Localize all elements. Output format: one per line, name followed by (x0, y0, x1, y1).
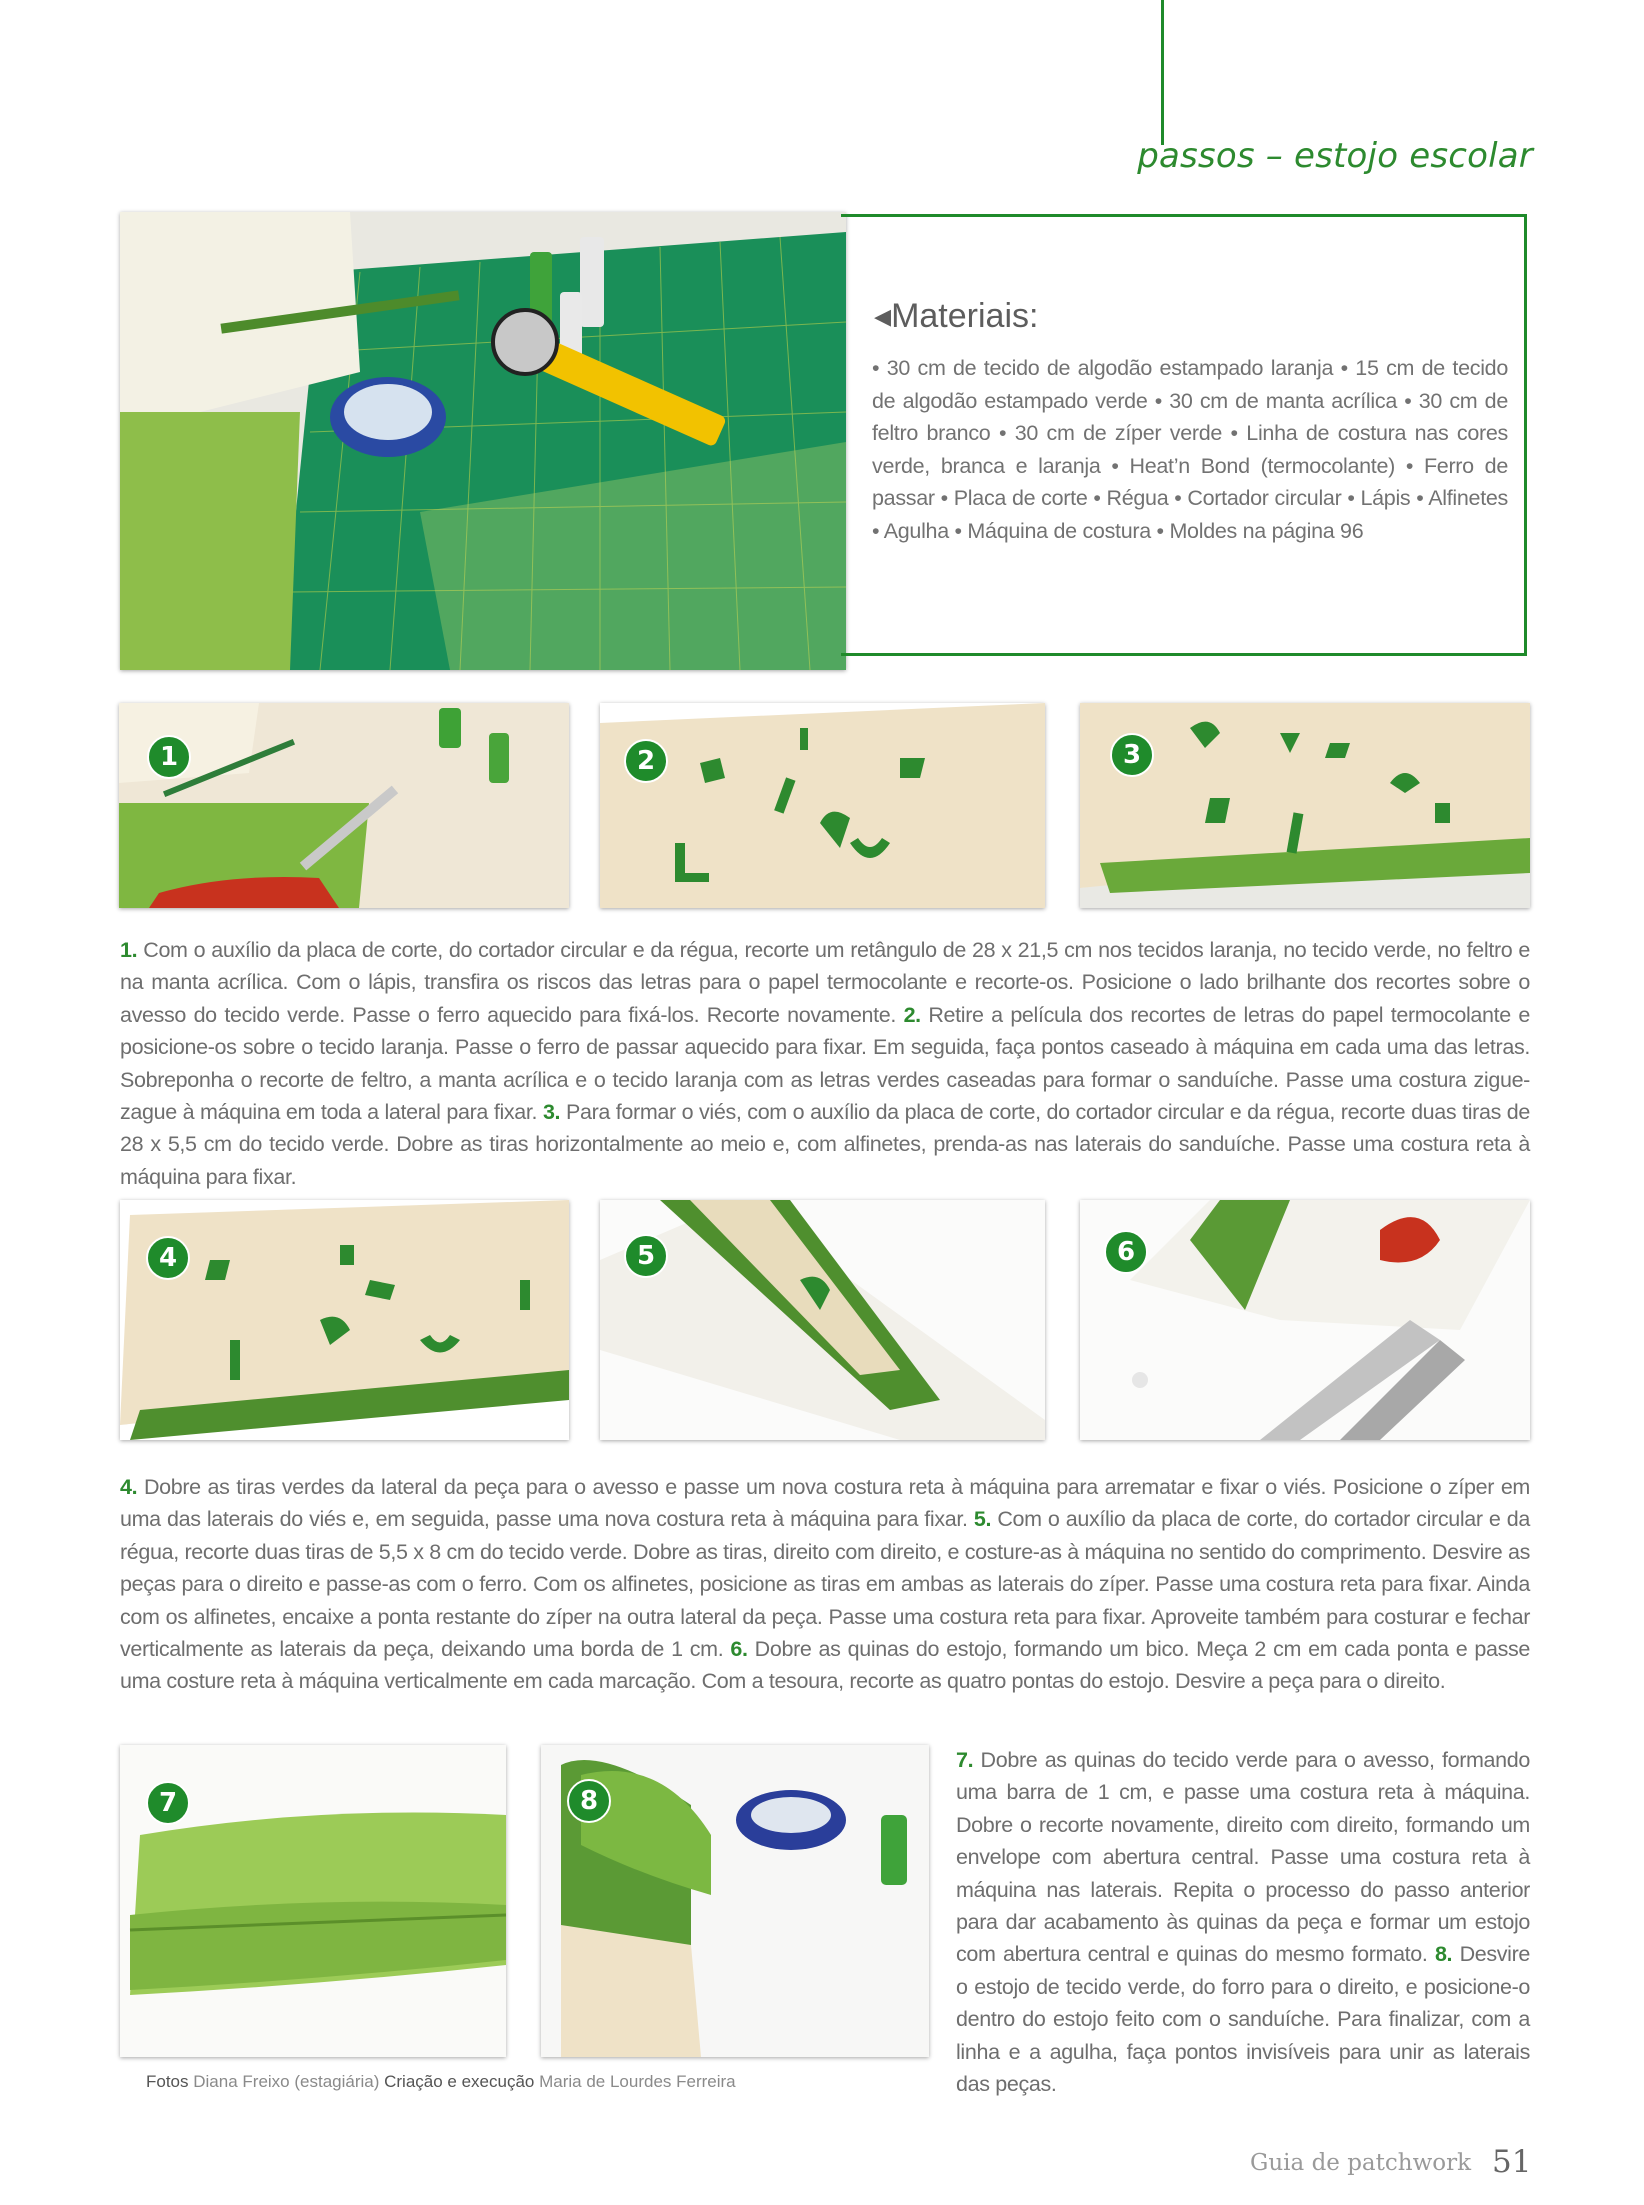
photo-credits (146, 2072, 736, 2092)
step-photo-5 (600, 1200, 1045, 1440)
step-photo-4 (120, 1200, 569, 1440)
step-text-2: Retire a película dos recortes de letras do papel termocolante e posicione-os sobre o tecido laranja. Passe o ferro de passar aquecido para fixar. Em seguida, faça pontos caseado à máquina em cada uma das letras. Sobreponha o recorte de feltro, a manta acrílica e o tecido laranja com as letras verdes caseadas para formar o sanduíche. Passe uma costura zigue-zague à máquina em toda a lateral para fixar. (120, 1002, 1530, 1125)
photos-name: Diana Freixo (estagiária) (188, 2072, 385, 2091)
step-number-7: 7. (956, 1748, 974, 1772)
step-badge-7: 7 (146, 1781, 190, 1825)
step-text-8: Desvire o estojo de tecido verde, do forro para o direito, e posicione-o dentro do estojo feito com o sanduíche. Para finalizar, com a linha e a agulha, faça pontos invisíveis para unir as laterais das peças. (956, 1942, 1530, 2097)
materials-heading: ◂Materiais: (874, 297, 1039, 335)
section-title: passos – estojo escolar (1137, 136, 1533, 176)
footer-publication: Guia de patchwork (1250, 2150, 1472, 2176)
photos-label: Fotos (146, 2072, 189, 2091)
step-text-3: Para formar o viés, com o auxílio da placa de corte, do cortador circular e da régua, recorte duas tiras de 28 x 5,5 cm do tecido verde. Dobre as tiras horizontalmente ao meio e, com alfinetes, prenda-as nas laterais do sanduíche. Passe uma costura reta à máquina para fixar. (120, 1100, 1530, 1189)
materials-list: • 30 cm de tecido de algodão estampado laranja • 15 cm de tecido de algodão estampado verde • 30 cm de manta acrílica • 30 cm de feltro branco • 30 cm de zíper verde • Linha de costura nas cores verde, branca e laranja • Heat’n Bond (termocolante) • Ferro de passar • Placa de corte • Régua • Cortador circular • Lápis • Alfinetes • Agulha • Máquina de costura • Moldes na página 96 (872, 356, 1508, 543)
step-number-1: 1. (120, 938, 138, 962)
step-badge-5: 5 (624, 1234, 668, 1278)
creation-name: Maria de Lourdes Ferreira (534, 2072, 736, 2091)
creation-label: Criação e execução (384, 2072, 535, 2091)
step-number-2: 2. (903, 1002, 921, 1027)
step-badge-3: 3 (1110, 733, 1154, 777)
step-number-4: 4. (120, 1475, 138, 1499)
step-photo-6 (1080, 1200, 1530, 1440)
step-text-1: Com o auxílio da placa de corte, do cortador circular e da régua, recorte um retângulo de 28 x 21,5 cm nos tecidos laranja, no tecido verde, no feltro e na manta acrílica. Com o lápis, transfira os riscos das letras para o papel termocolante e recorte-os. Posicione o lado brilhante dos recortes sobre o avesso do tecido verde. Passe o ferro aquecido para fixá-los. Recorte novamente. (120, 938, 1530, 1027)
step-number-3: 3. (542, 1100, 561, 1125)
step-photo-7 (120, 1745, 506, 2057)
step-text-6: Dobre as quinas do estojo, formando um bico. Meça 2 cm em cada ponta e passe uma costure reta à máquina verticalmente em cada marcação. Com a tesoura, recorte as quatro pontas do estojo. Desvire a peça para o direito. (120, 1637, 1530, 1694)
steps-7-8-text (956, 1744, 1530, 2100)
header-rule (1161, 0, 1164, 145)
materials-photo (120, 212, 846, 670)
step-text-7: Dobre as quinas do tecido verde para o avesso, formando uma barra de 1 cm, e passe uma costura reta à máquina. Dobre o recorte novamente, direito com direito, formando um envelope com abertura central. Passe uma costura reta à máquina nas laterais. Repita o processo do passo anterior para dar acabamento às quinas da peça e formar um estojo com abertura central e quinas do mesmo formato. (956, 1748, 1530, 1967)
steps-4-6-text (120, 1471, 1530, 1698)
step-badge-8: 8 (567, 1779, 611, 1823)
step-number-5: 5. (973, 1507, 992, 1532)
step-number-8: 8. (1434, 1942, 1453, 1967)
step-badge-6: 6 (1104, 1230, 1148, 1274)
step-text-5: Com o auxílio da placa de corte, do cortador circular e da régua, recorte duas tiras de 5,5 x 8 cm do tecido verde. Dobre as tiras, direito com direito, e costure-as à máquina no sentido do comprimento. Desvire as peças para o direito e passe-as com o ferro. Com os alfinetes, posicione as tiras em ambas as laterais do zíper. Passe uma costura reta para fixar. Ainda com os alfinetes, encaixe a ponta restante do zíper na outra lateral da peça. Passe uma costura reta para fixar. Aproveite também para costurar e fechar verticalmente as laterais da peça, deixando uma borda de 1 cm. (120, 1507, 1531, 1662)
step-photo-8 (541, 1745, 929, 2057)
step-number-6: 6. (730, 1637, 748, 1662)
step-badge-1: 1 (147, 735, 191, 779)
page-number: 51 (1492, 2144, 1532, 2180)
step-badge-2: 2 (624, 739, 668, 783)
step-badge-4: 4 (146, 1236, 190, 1280)
step-text-4: Dobre as tiras verdes da lateral da peça para o avesso e passe um nova costura reta à máquina para arrematar e fixar o viés. Posicione o zíper em uma das laterais do viés e, em seguida, passe uma nova costura reta à máquina para fixar. (120, 1475, 1530, 1532)
step-photo-2 (600, 703, 1045, 908)
steps-1-3-text (120, 934, 1530, 1193)
step-photo-1 (119, 703, 569, 908)
step-photo-3 (1080, 703, 1530, 908)
